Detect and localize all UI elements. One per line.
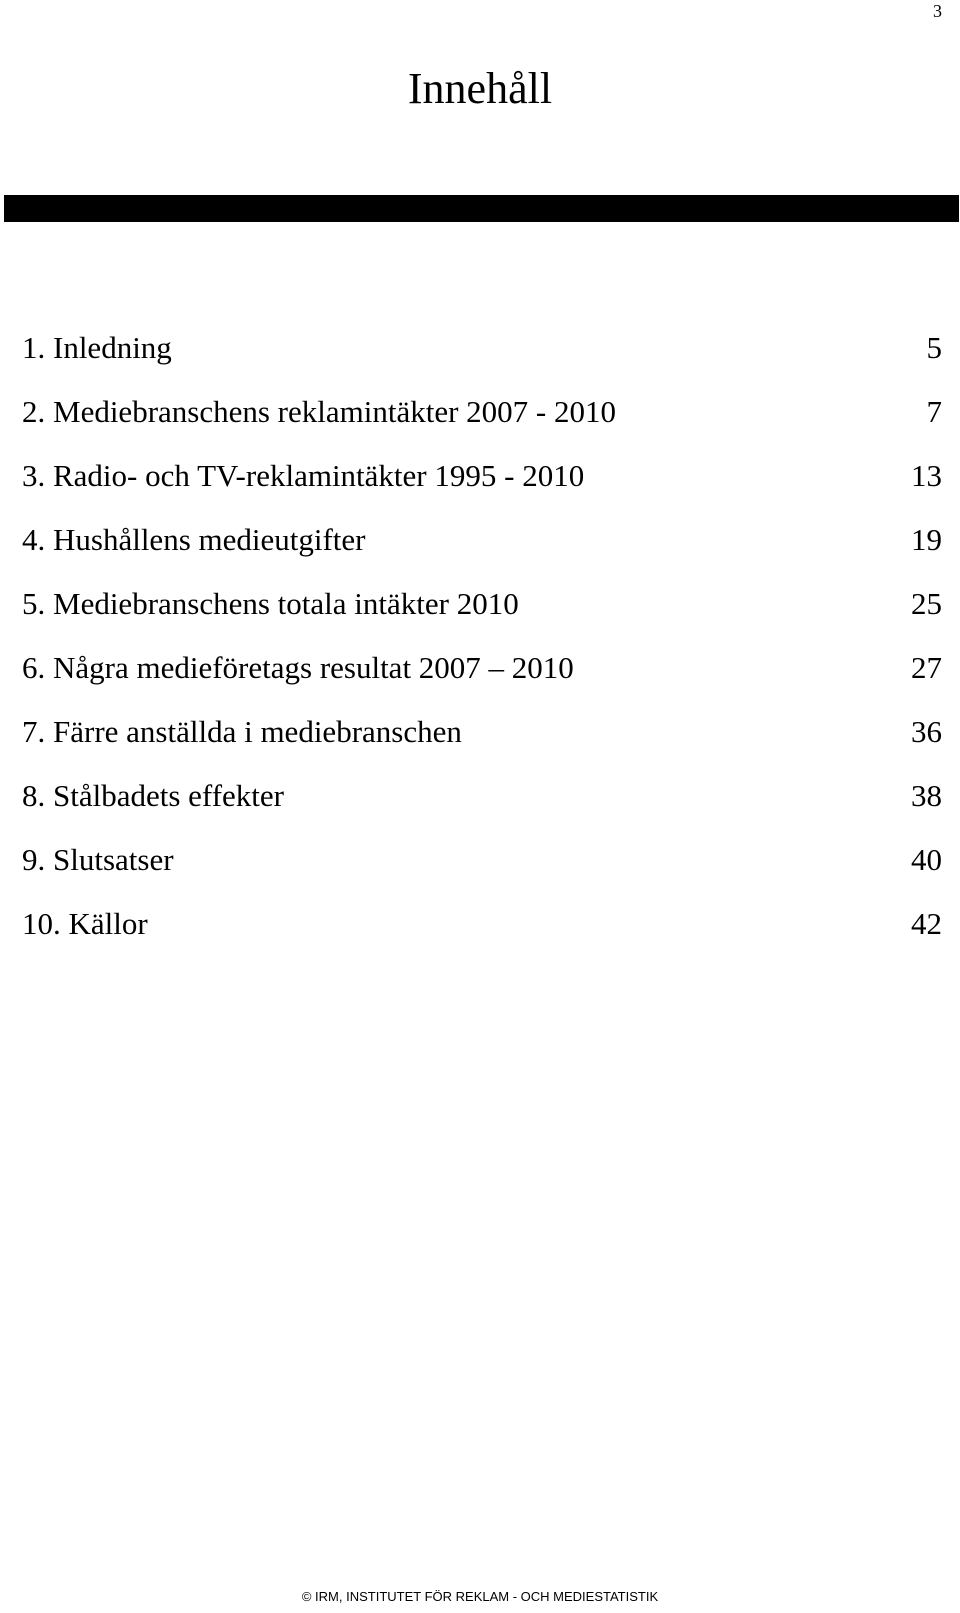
toc-entry-page: 5	[926, 330, 942, 365]
toc-entry-label: 1. Inledning	[22, 330, 172, 365]
page-title: Innehåll	[407, 64, 553, 113]
toc-entry[interactable]	[22, 458, 942, 522]
toc-entry-label: 7. Färre anställda i mediebranschen	[22, 714, 462, 749]
toc-entry-label: 2. Mediebranschens reklamintäkter 2007 - 2010	[22, 394, 616, 429]
toc-entry-label: 10. Källor	[22, 906, 148, 941]
toc-entry-label: 4. Hushållens medieutgifter	[22, 522, 366, 557]
toc-entry[interactable]	[22, 394, 942, 458]
toc-entry-label: 9. Slutsatser	[22, 842, 174, 877]
toc-entry-label: 6. Några medieföretags resultat 2007 – 2010	[22, 650, 574, 685]
toc-entry-page: 27	[911, 650, 942, 685]
toc-entry[interactable]	[22, 906, 942, 970]
toc-entry[interactable]	[22, 778, 942, 842]
toc-entry[interactable]	[22, 842, 942, 906]
toc-entry-page: 38	[911, 778, 942, 813]
copyright-footer: © IRM, INSTITUTET FÖR REKLAM - OCH MEDIESTATISTIK	[301, 1589, 659, 1604]
toc-entry-page: 7	[926, 394, 942, 429]
table-of-contents	[22, 330, 942, 970]
toc-entry-label: 8. Stålbadets effekter	[22, 778, 284, 813]
toc-entry-page: 36	[911, 714, 942, 749]
toc-entry-page: 13	[911, 458, 942, 493]
toc-entry-page: 40	[911, 842, 942, 877]
title-divider-bar	[4, 195, 959, 222]
toc-entry-label: 3. Radio- och TV-reklamintäkter 1995 - 2010	[22, 458, 585, 493]
toc-entry[interactable]	[22, 522, 942, 586]
toc-entry[interactable]	[22, 714, 942, 778]
toc-entry-label: 5. Mediebranschens totala intäkter 2010	[22, 586, 519, 621]
toc-entry[interactable]	[22, 586, 942, 650]
toc-entry-page: 19	[911, 522, 942, 557]
toc-entry[interactable]	[22, 650, 942, 714]
page-number: 3	[933, 1, 942, 21]
toc-entry-page: 25	[911, 586, 942, 621]
toc-entry[interactable]	[22, 330, 942, 394]
toc-entry-page: 42	[911, 906, 942, 941]
